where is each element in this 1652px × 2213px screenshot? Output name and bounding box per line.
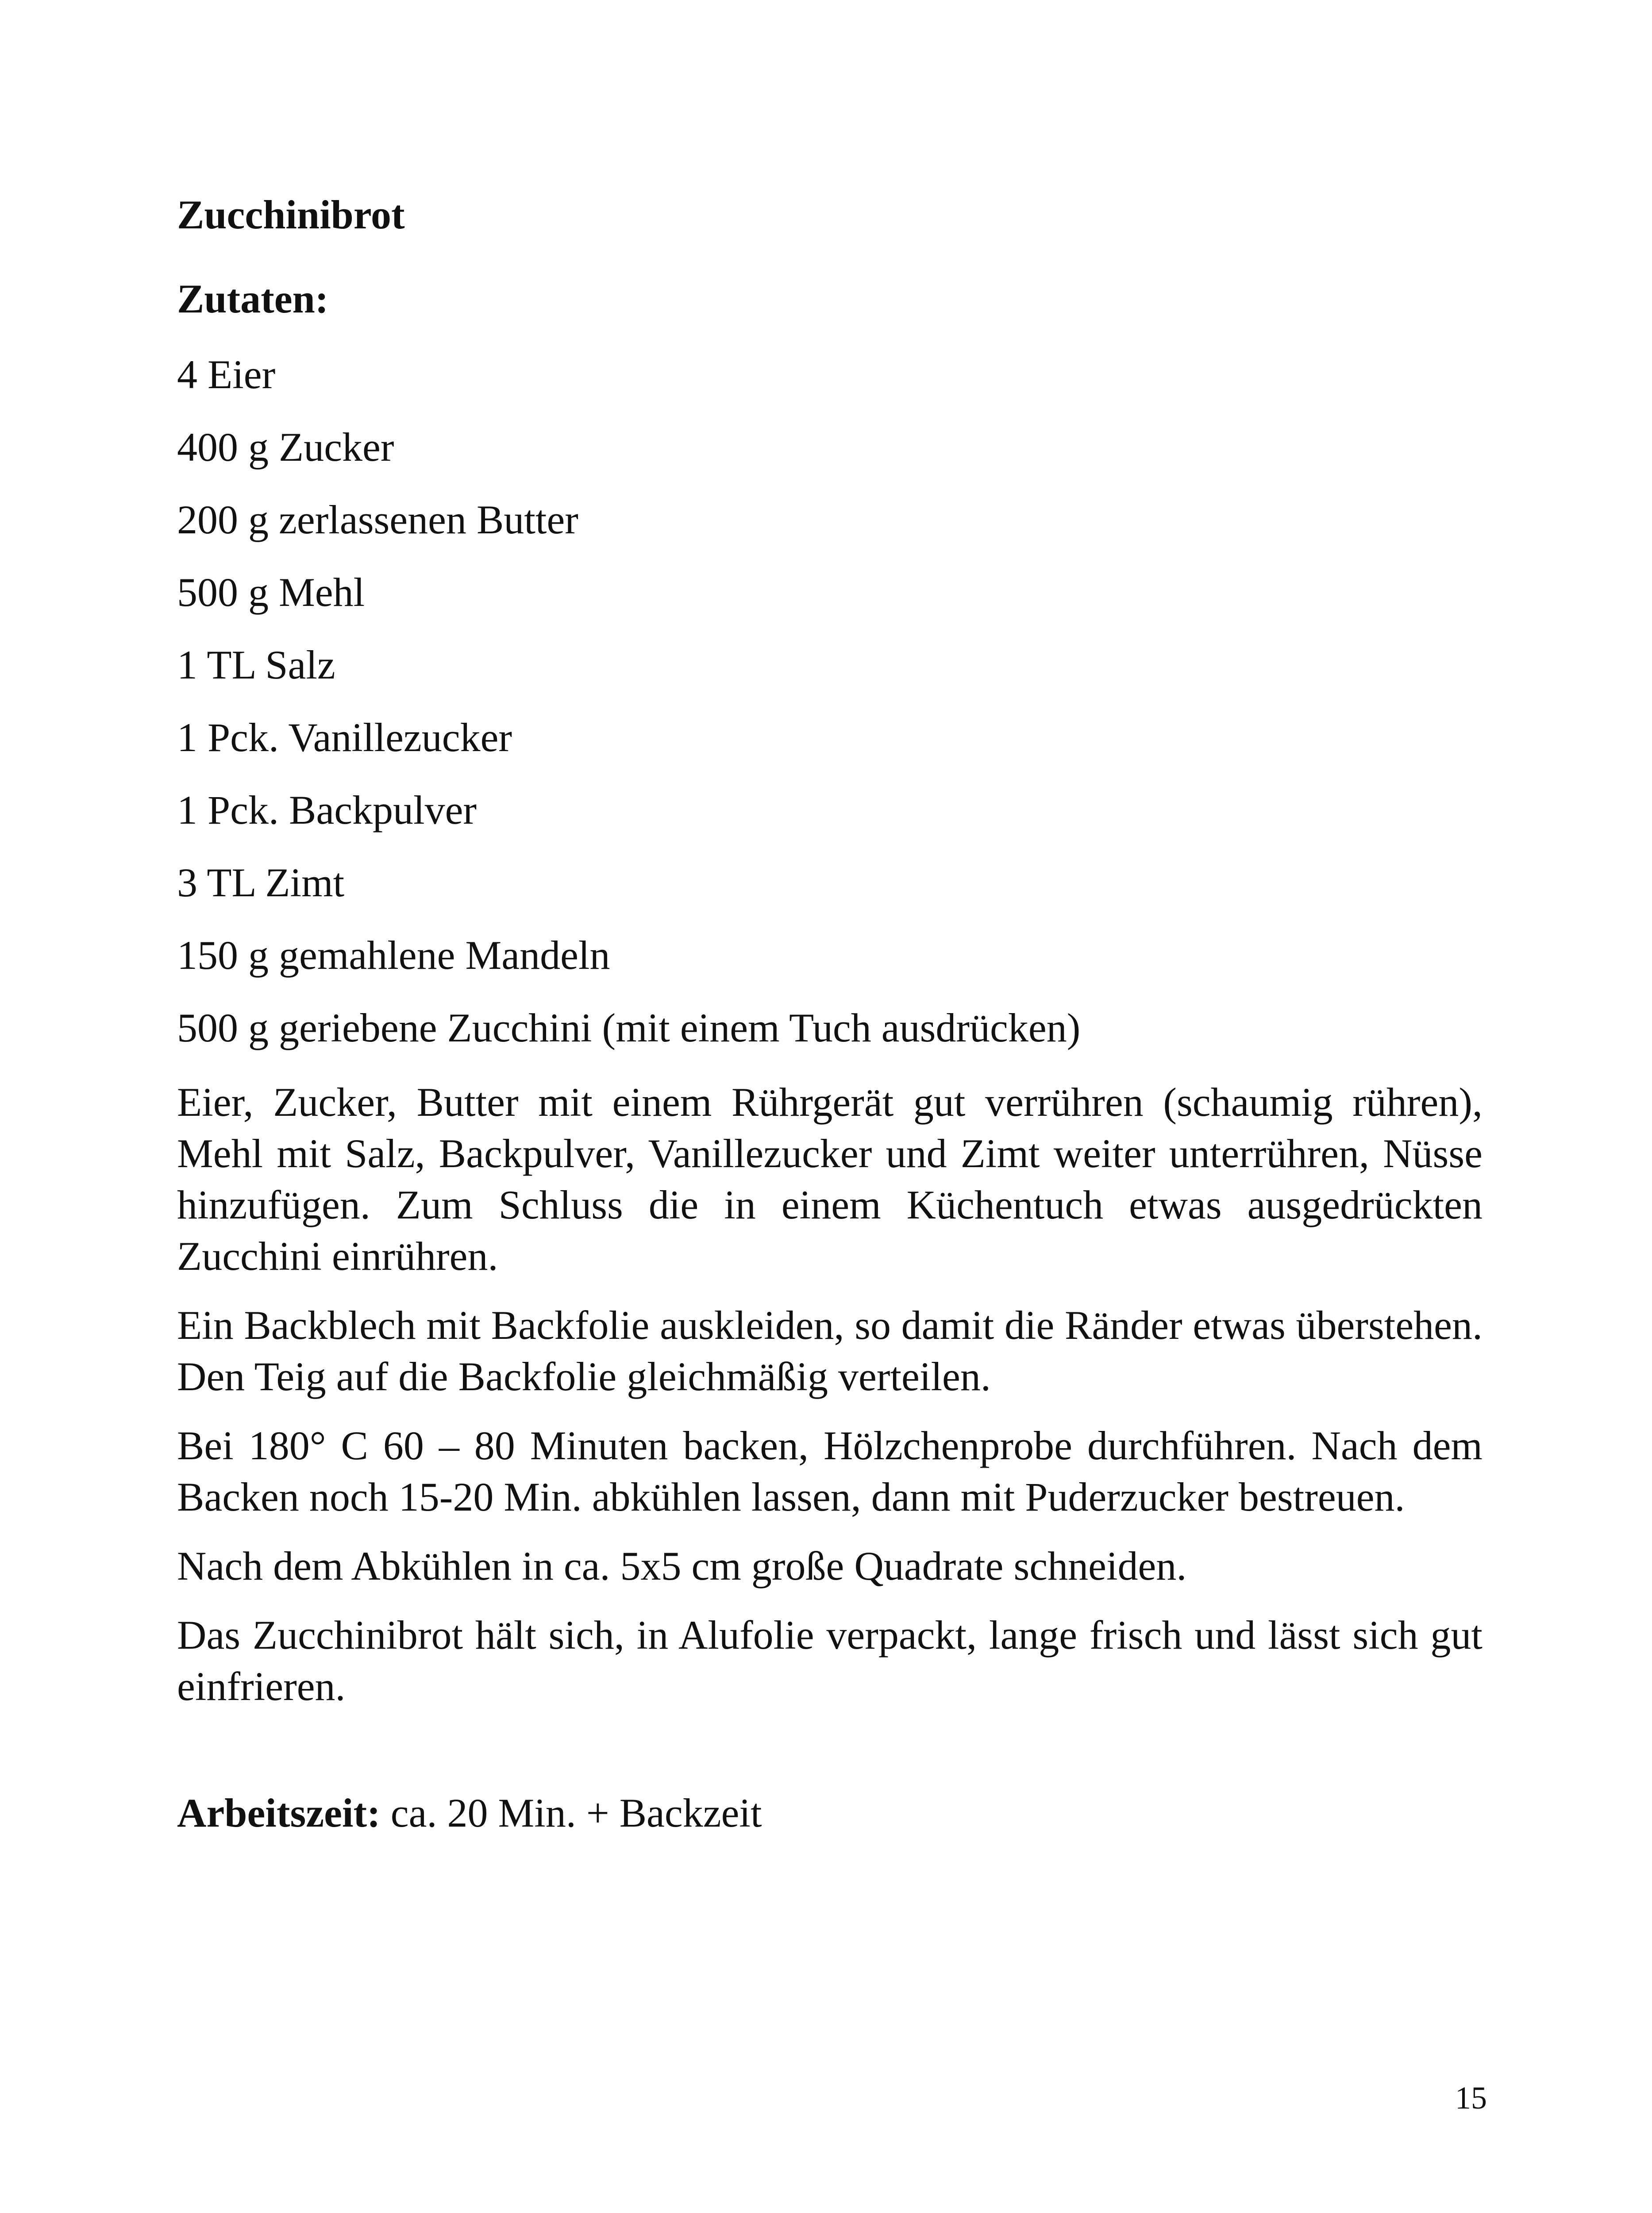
- ingredients-heading: Zutaten:: [177, 276, 329, 321]
- ingredient-item: 1 Pck. Backpulver: [177, 787, 477, 833]
- ingredient-item: 1 Pck. Vanillezucker: [177, 715, 512, 760]
- ingredient-item: 3 TL Zimt: [177, 860, 345, 905]
- ingredient-item: 500 g geriebene Zucchini (mit einem Tuch ausdrücken): [177, 1005, 1081, 1050]
- recipe-title: Zucchinibrot: [177, 192, 405, 237]
- ingredients-list: [177, 338, 1483, 1064]
- ingredient-item: 150 g gemahlene Mandeln: [177, 933, 610, 978]
- work-time: [177, 1787, 1483, 1839]
- instruction-paragraph: Nach dem Abkühlen in ca. 5x5 cm große Quadrate schneiden.: [177, 1543, 1187, 1588]
- work-time-value: ca. 20 Min. + Backzeit: [380, 1790, 762, 1835]
- page-number: 15: [1455, 2080, 1487, 2116]
- work-time-label: Arbeitszeit:: [177, 1790, 381, 1835]
- ingredient-item: 4 Eier: [177, 352, 276, 397]
- ingredient-item: 200 g zerlassenen Butter: [177, 497, 578, 542]
- instruction-paragraph: Das Zucchinibrot hält sich, in Alufolie verpackt, lange frisch und lässt sich gut einfrieren.: [177, 1612, 1483, 1709]
- instruction-paragraph: Eier, Zucker, Butter mit einem Rührgerät gut verrühren (schaumig rühren), Mehl mit Salz, Backpulver, Vanillezucker und Zimt weiter unterrühren, Nüsse hinzufügen. Zum Schluss die in einem Küchentuch etwas ausgedrückten Zucchini einrühren.: [177, 1080, 1483, 1279]
- recipe-content: [177, 181, 1483, 1839]
- instruction-paragraph: Ein Backblech mit Backfolie auskleiden, so damit die Ränder etwas überstehen. Den Teig auf die Backfolie gleichmäßig verteilen.: [177, 1303, 1483, 1399]
- ingredient-item: 500 g Mehl: [177, 570, 365, 615]
- instruction-paragraph: Bei 180° C 60 – 80 Minuten backen, Hölzchenprobe durchführen. Nach dem Backen noch 15-20 Min. abkühlen lassen, dann mit Puderzucker bestreuen.: [177, 1423, 1483, 1519]
- ingredient-item: 400 g Zucker: [177, 424, 394, 470]
- ingredient-item: 1 TL Salz: [177, 642, 335, 687]
